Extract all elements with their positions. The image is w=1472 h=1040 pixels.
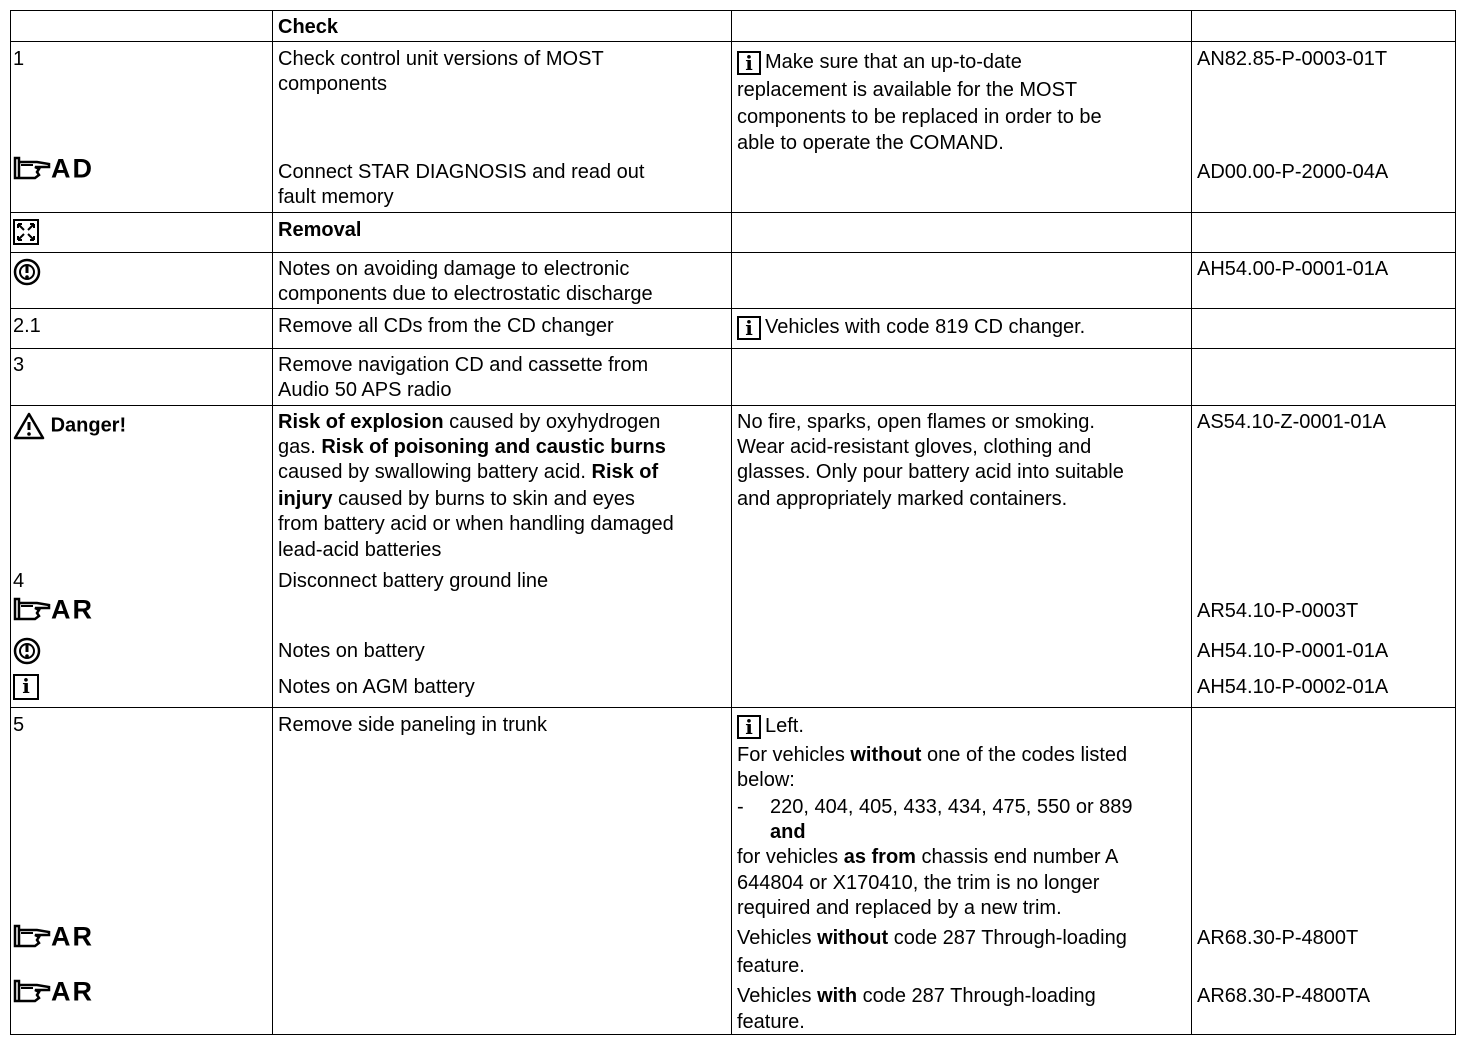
danger-text: caused by burns to skin and eyes <box>332 488 635 510</box>
table-row <box>11 213 1456 253</box>
action-line: Audio 50 APS radio <box>278 379 452 401</box>
note-line: code 287 Through-loading <box>888 927 1127 949</box>
code-list: 220, 404, 405, 433, 434, 475, 550 or 889 <box>770 796 1133 818</box>
danger-text: caused by oxyhydrogen <box>443 411 661 433</box>
note-line: with <box>817 985 858 1007</box>
table-row <box>11 309 1456 349</box>
removal-icon <box>13 219 39 245</box>
info-icon: i <box>737 316 761 340</box>
table-row <box>11 349 1456 406</box>
note-line: Vehicles <box>737 985 818 1007</box>
note-line: Vehicles with code 819 CD changer. <box>765 316 1086 338</box>
step-number: 4 <box>13 570 25 592</box>
pointing-hand-icon <box>13 979 51 1005</box>
table-row <box>11 253 1456 309</box>
danger-text: from battery acid or when handling damaged <box>278 513 674 535</box>
danger-text: Risk of <box>591 461 659 483</box>
note-line: below: <box>737 769 795 791</box>
doc-reference-link[interactable]: AD00.00-P-2000-04A <box>1197 161 1389 183</box>
section-title-removal: Removal <box>278 219 362 241</box>
info-icon: i <box>737 715 761 739</box>
note-dash: - <box>737 796 744 818</box>
action-line: components <box>278 73 387 95</box>
note-line: Make sure that an up-to-date <box>765 51 1022 73</box>
doc-reference-link[interactable]: AH54.10-P-0001-01A <box>1197 640 1389 662</box>
doc-reference-link[interactable]: AR68.30-P-4800TA <box>1197 985 1371 1007</box>
doc-reference-link[interactable]: AH54.00-P-0001-01A <box>1197 258 1389 280</box>
danger-text: caused by swallowing battery acid. <box>278 461 592 483</box>
tag-ad[interactable]: AD <box>51 153 94 184</box>
table-row <box>11 406 1456 708</box>
note-line: without <box>817 927 889 949</box>
note-line: feature. <box>737 1011 805 1033</box>
note-line: able to operate the COMAND. <box>737 132 1004 154</box>
warning-triangle-icon <box>13 412 45 440</box>
tag-ar[interactable]: AR <box>51 921 94 952</box>
action-line: fault memory <box>278 186 394 208</box>
note-line: No fire, sparks, open flames or smoking. <box>737 411 1095 433</box>
caution-circle-icon <box>13 258 41 286</box>
doc-reference-link[interactable]: AS54.10-Z-0001-01A <box>1197 411 1387 433</box>
pointing-hand-icon <box>13 597 51 623</box>
danger-text: injury <box>278 488 333 510</box>
note-line: components to be replaced in order to be <box>737 106 1102 128</box>
tag-ar[interactable]: AR <box>51 976 94 1007</box>
note-line: glasses. Only pour battery acid into suitable <box>737 461 1124 483</box>
action-line: Remove navigation CD and cassette from <box>278 354 649 376</box>
table-row <box>11 11 1456 42</box>
step-number: 1 <box>13 48 25 70</box>
note-line: Vehicles <box>737 927 818 949</box>
pointing-hand-icon <box>13 924 51 950</box>
danger-label: Danger! <box>50 414 127 437</box>
note-and: and <box>770 821 806 843</box>
action-line: Connect STAR DIAGNOSIS and read out <box>278 161 645 183</box>
doc-reference-link[interactable]: AH54.10-P-0002-01A <box>1197 676 1389 698</box>
note-line: one of the codes listed <box>921 744 1128 766</box>
tag-ar[interactable]: AR <box>51 594 94 625</box>
action-line: Check control unit versions of MOST <box>278 48 604 70</box>
note-line: chassis end number A <box>915 846 1119 868</box>
caution-circle-icon <box>13 637 41 665</box>
note-line: as from <box>843 846 916 868</box>
step-number: 2.1 <box>13 315 41 337</box>
info-icon: i <box>737 51 761 75</box>
note-line: 644804 or X170410, the trim is no longer <box>737 872 1100 894</box>
note-line: replacement is available for the MOST <box>737 79 1078 101</box>
note-line: feature. <box>737 955 805 977</box>
step-number: 3 <box>13 354 25 376</box>
action-line: Notes on battery <box>278 640 425 662</box>
doc-reference-link[interactable]: AR68.30-P-4800T <box>1197 927 1359 949</box>
action-line: Notes on avoiding damage to electronic <box>278 258 630 280</box>
danger-text: Risk of explosion <box>278 411 444 433</box>
note-line: Left. <box>765 715 804 737</box>
action-line: Remove all CDs from the CD changer <box>278 315 614 337</box>
danger-text: Risk of poisoning and caustic burns <box>321 436 666 458</box>
pointing-hand-icon <box>13 156 51 182</box>
note-line: For vehicles <box>737 744 851 766</box>
step-number: 5 <box>13 714 25 736</box>
table-row <box>11 708 1456 1035</box>
action-line: components due to electrostatic discharge <box>278 283 653 305</box>
section-title-check: Check <box>278 16 339 38</box>
action-line: Disconnect battery ground line <box>278 570 549 592</box>
doc-reference-link[interactable]: AR54.10-P-0003T <box>1197 600 1359 622</box>
danger-text: gas. <box>278 436 322 458</box>
note-line: and appropriately marked containers. <box>737 488 1068 510</box>
action-line: Remove side paneling in trunk <box>278 714 548 736</box>
note-line: Wear acid-resistant gloves, clothing and <box>737 436 1092 458</box>
doc-reference-link[interactable]: AN82.85-P-0003-01T <box>1197 48 1388 70</box>
table-row <box>11 42 1456 213</box>
note-line: for vehicles <box>737 846 844 868</box>
info-icon: i <box>13 674 39 700</box>
note-line: without <box>850 744 922 766</box>
procedure-table <box>10 10 1456 1035</box>
note-line: required and replaced by a new trim. <box>737 897 1062 919</box>
note-line: code 287 Through-loading <box>857 985 1096 1007</box>
action-line: Notes on AGM battery <box>278 676 475 698</box>
danger-text: lead-acid batteries <box>278 539 442 561</box>
